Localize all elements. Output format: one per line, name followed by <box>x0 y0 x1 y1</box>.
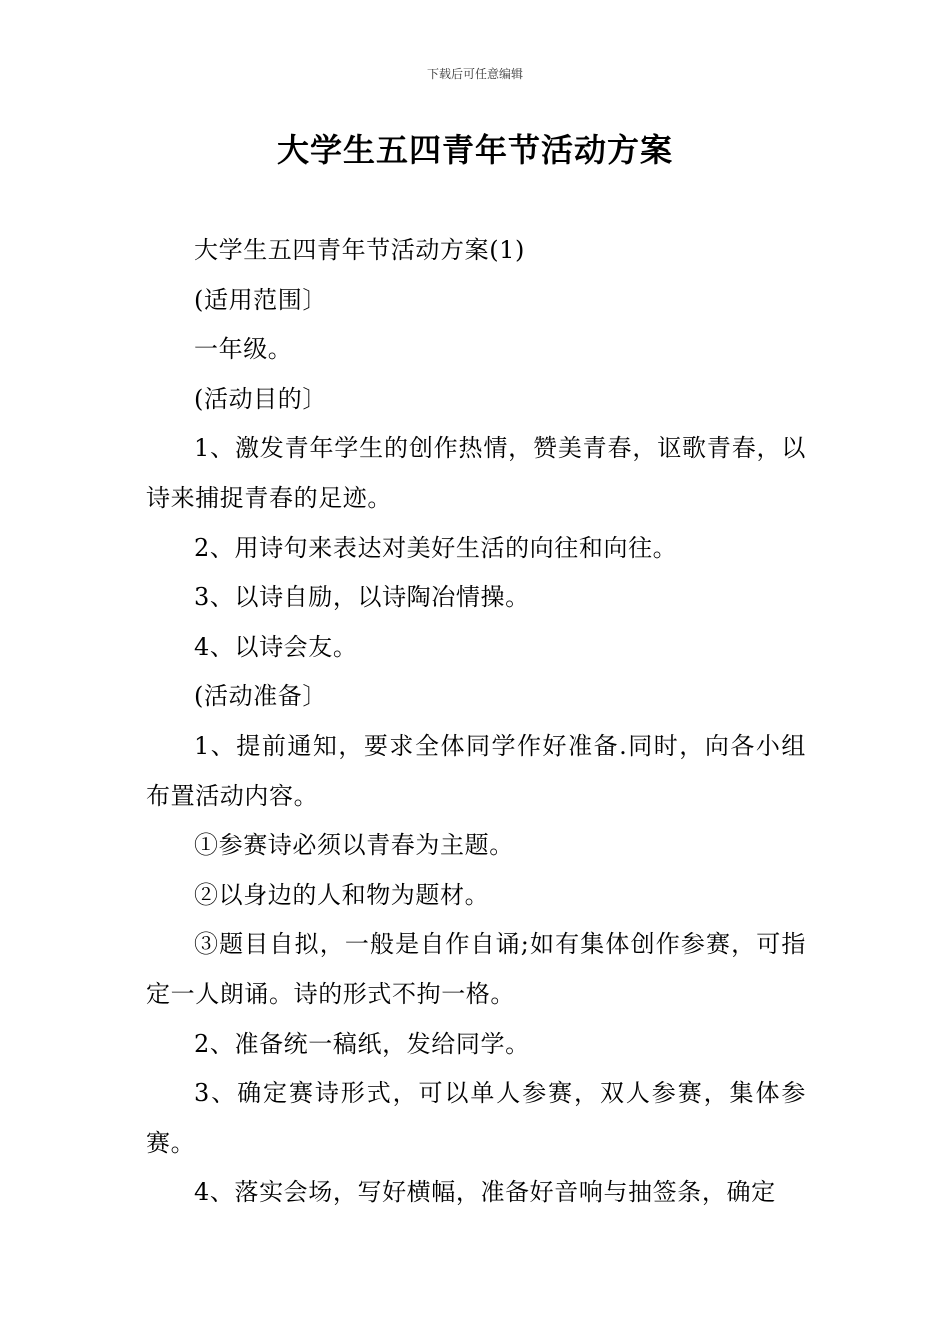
paragraph: 3、以诗自励，以诗陶冶情操。 <box>194 583 530 612</box>
header-note: 下载后可任意编辑 <box>426 67 523 81</box>
paragraph: (适用范围〕 <box>194 285 327 314</box>
paragraph: (活动准备〕 <box>194 682 327 711</box>
paragraph: 3、确定赛诗形式，可以单人参赛，双人参赛，集体参赛。 <box>146 1079 806 1157</box>
paragraph: 1、提前通知，要求全体同学作好准备.同时，向各小组布置活动内容。 <box>146 731 806 810</box>
paragraph: 一年级。 <box>194 335 293 364</box>
paragraph: ③题目自拟，一般是自作自诵;如有集体创作参赛，可指定一人朗诵。诗的形式不拘一格。 <box>146 930 806 1008</box>
paragraph: ①参赛诗必须以青春为主题。 <box>194 831 514 860</box>
paragraph: 2、用诗句来表达对美好生活的向往和向往。 <box>194 533 678 562</box>
paragraph: (活动目的〕 <box>194 384 327 413</box>
paragraph: 2、准备统一稿纸，发给同学。 <box>194 1029 530 1058</box>
paragraph: 4、以诗会友。 <box>194 632 358 661</box>
document-title: 大学生五四青年节活动方案 <box>276 131 673 169</box>
document-body <box>146 226 806 1218</box>
paragraph: 1、激发青年学生的创作热情，赞美青春，讴歌青春，以诗来捕捉青春的足迹。 <box>146 434 806 512</box>
paragraph: 4、落实会场，写好横幅，准备好音响与抽签条，确定 <box>194 1178 776 1207</box>
paragraph: 大学生五四青年节活动方案(1) <box>194 236 525 264</box>
paragraph: ②以身边的人和物为题材。 <box>194 880 490 909</box>
